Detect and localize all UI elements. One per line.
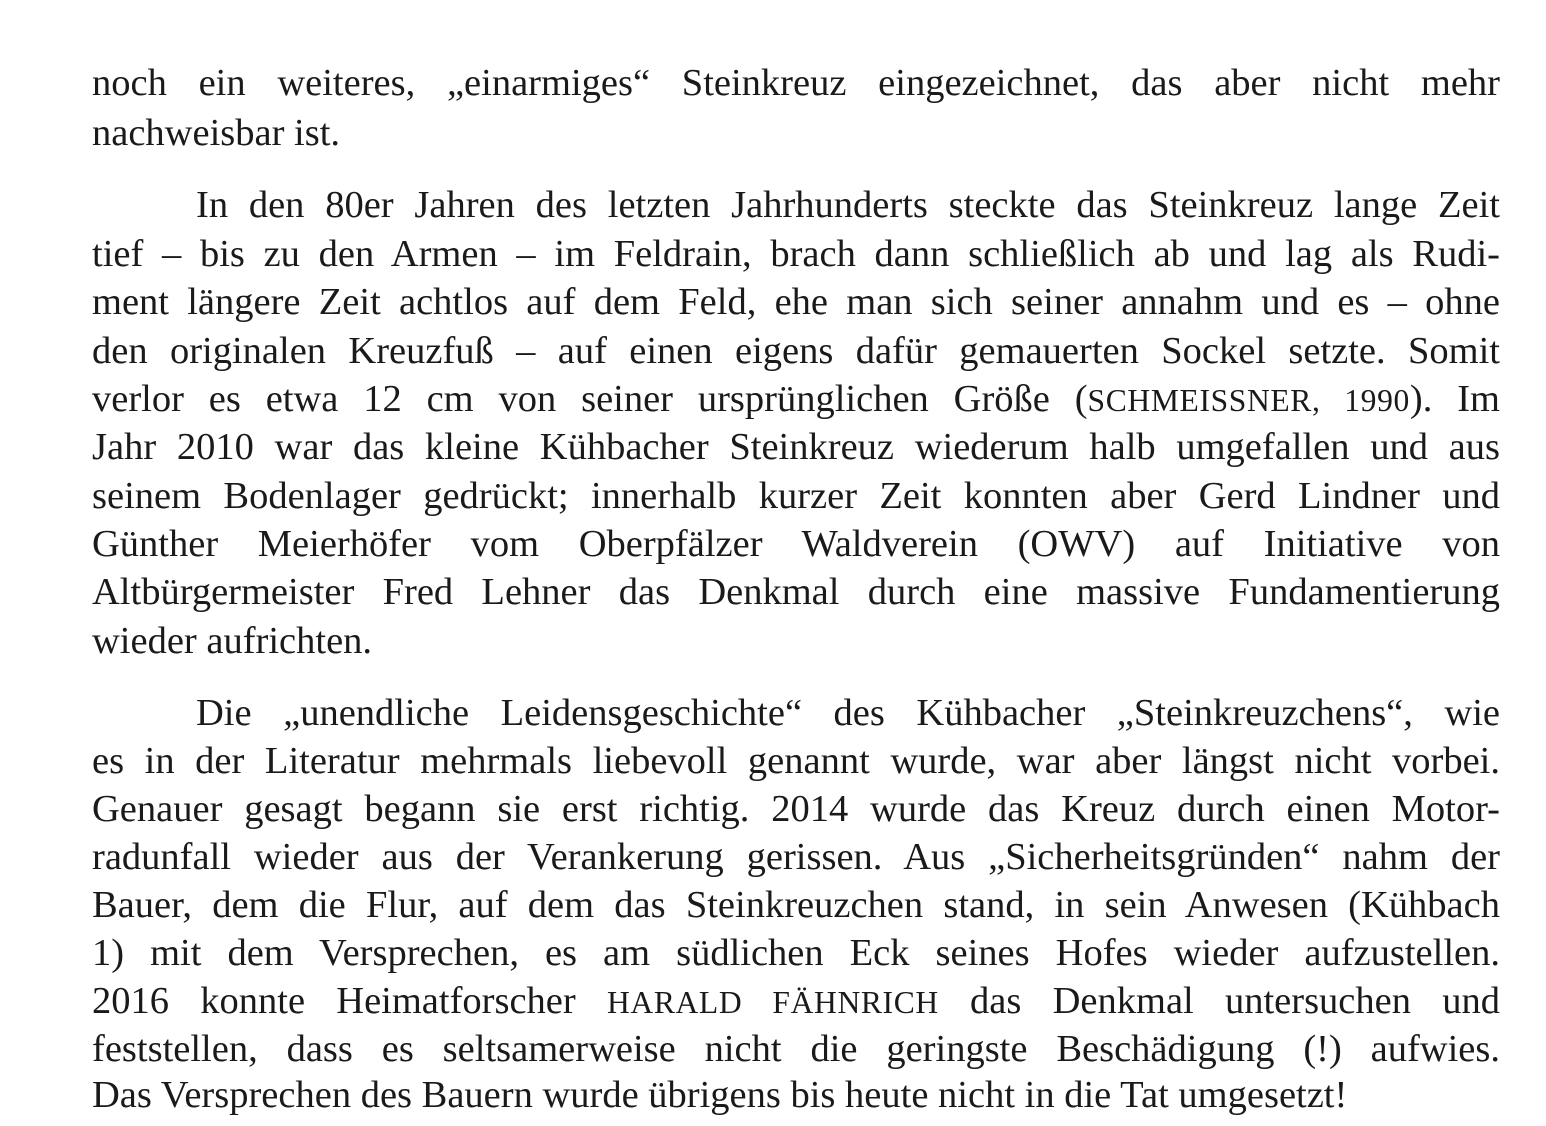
text-line: 1) mit dem Versprechen, es am südlichen Eck seines Hofes wieder aufzustellen.: [92, 932, 1500, 974]
text-run: das Denkmal untersuchen und: [938, 980, 1500, 1022]
text-line: noch ein weiteres, „einarmiges“ Steinkreuz eingezeichnet, das aber nicht mehr: [92, 62, 1500, 104]
text-line: In den 80er Jahren des letzten Jahrhunderts steckte das Steinkreuz lange Zeit: [196, 184, 1500, 226]
text-line: es in der Literatur mehrmals liebevoll genannt wurde, war aber längst nicht vorbei.: [92, 740, 1500, 782]
text-line: radunfall wieder aus der Verankerung gerissen. Aus „Sicherheitsgründen“ nahm der: [92, 836, 1500, 878]
researcher-name: HARALD FÄHNRICH: [606, 985, 939, 1020]
text-line: seinem Bodenlager gedrückt; innerhalb kurzer Zeit konnten aber Gerd Lindner und: [92, 475, 1500, 517]
text-line: [92, 380, 1500, 419]
text-line: Günther Meierhöfer vom Oberpfälzer Waldverein (OWV) auf Initiative von: [92, 523, 1500, 565]
text-run: 2016 konnte Heimatforscher: [92, 980, 607, 1022]
text-run: ). Im: [1409, 378, 1500, 420]
text-line: tief – bis zu den Armen – im Feldrain, brach dann schließlich ab und lag als Rudi-: [92, 233, 1500, 275]
text-line: den originalen Kreuzfuß – auf einen eigens dafür gemauerten Sockel setzte. Somit: [92, 330, 1500, 372]
text-line: Das Versprechen des Bauern wurde übrigens bis heute nicht in die Tat umgesetzt!: [92, 1074, 1348, 1116]
citation-author: SCHMEISSNER, 1990: [1087, 383, 1410, 418]
text-line: [92, 982, 1500, 1021]
text-line: nachweisbar ist.: [92, 112, 341, 154]
text-line: ment längere Zeit achtlos auf dem Feld, ehe man sich seiner annahm und es – ohne: [92, 281, 1500, 323]
text-run: verlor es etwa 12 cm von seiner ursprünglichen Größe (: [92, 378, 1088, 420]
text-line: Altbürgermeister Fred Lehner das Denkmal durch eine massive Fundamentierung: [92, 571, 1500, 613]
text-line: feststellen, dass es seltsamerweise nicht die geringste Beschädigung (!) aufwies.: [92, 1028, 1500, 1070]
text-line: Die „unendliche Leidensgeschichte“ des Kühbacher „Steinkreuzchens“, wie: [196, 692, 1500, 734]
text-line: Genauer gesagt begann sie erst richtig. 2014 wurde das Kreuz durch einen Motor-: [92, 788, 1500, 830]
text-line: Jahr 2010 war das kleine Kühbacher Steinkreuz wiederum halb umgefallen und aus: [92, 426, 1500, 468]
text-line: Bauer, dem die Flur, auf dem das Steinkreuzchen stand, in sein Anwesen (Kühbach: [92, 884, 1500, 926]
text-line: wieder aufrichten.: [92, 620, 373, 662]
document-page: [92, 0, 1500, 1126]
